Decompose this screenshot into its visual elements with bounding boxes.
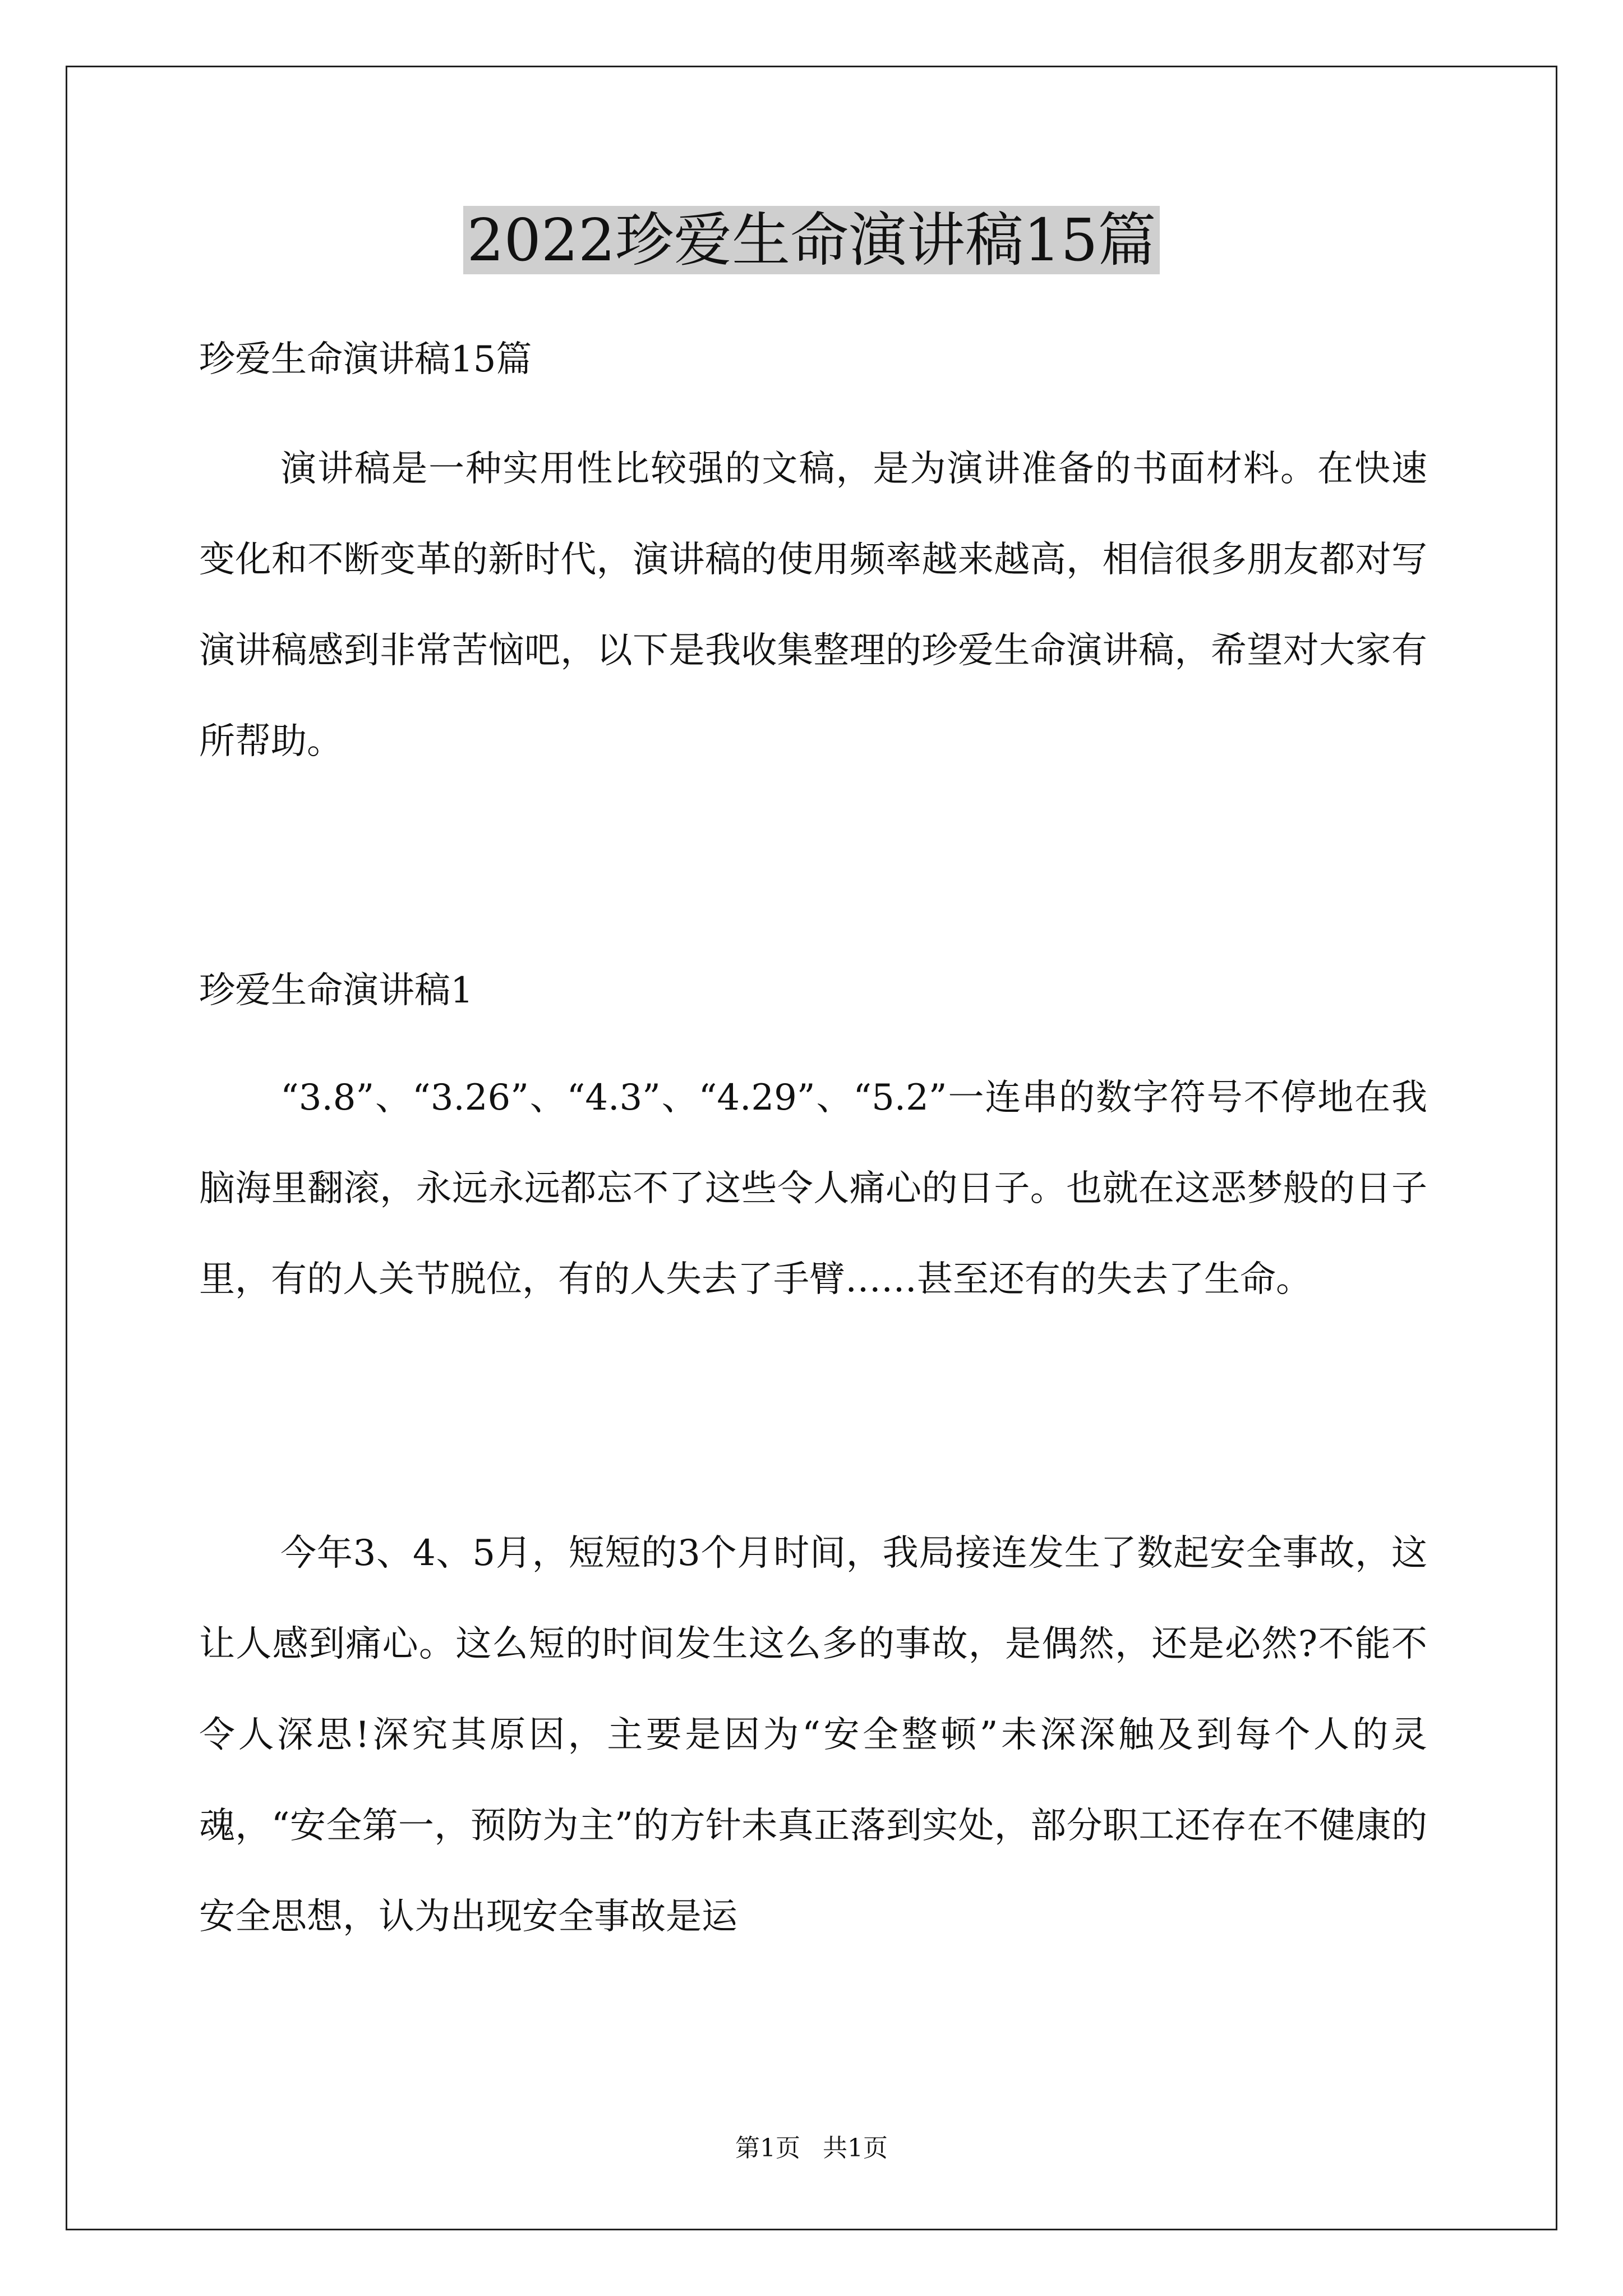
section1-paragraph-2: 今年3、4、5月，短短的3个月时间，我局接连发生了数起安全事故，这让人感到痛心。这么短的时间发生这么多的事故，是偶然，还是必然?不能不令人深思!深究其原因，主要是因为“安全整顿”未深深触及到每个人的灵魂，“安全第一，预防为主”的方针未真正落到实处，部分职工还存在不健康的安全思想，认为出现安全事故是运: [199, 1533, 1427, 1938]
document-title: [0, 201, 1623, 279]
page-number-total: 共1页: [823, 2134, 888, 2162]
section1-heading: 珍爱生命演讲稿1: [199, 970, 473, 1011]
page-number-current: 第1页: [735, 2134, 800, 2162]
document-title-text: 2022珍爱生命演讲稿15篇: [463, 206, 1159, 274]
page-footer: [0, 2132, 1623, 2165]
intro-paragraph: 演讲稿是一种实用性比较强的文稿，是为演讲准备的书面材料。在快速变化和不断变革的新时代，演讲稿的使用频率越来越高，相信很多朋友都对写演讲稿感到非常苦恼吧，以下是我收集整理的珍爱生命演讲稿，希望对大家有所帮助。: [199, 448, 1427, 762]
intro-heading: 珍爱生命演讲稿15篇: [199, 339, 532, 380]
section1-paragraph-1: “3.8”、“3.26”、“4.3”、“4.29”、“5.2”一连串的数字符号不停地在我脑海里翻滚，永远永远都忘不了这些令人痛心的日子。也就在这恶梦般的日子里，有的人关节脱位，有的人失去了手臂……甚至还有的失去了生命。: [199, 1077, 1427, 1300]
